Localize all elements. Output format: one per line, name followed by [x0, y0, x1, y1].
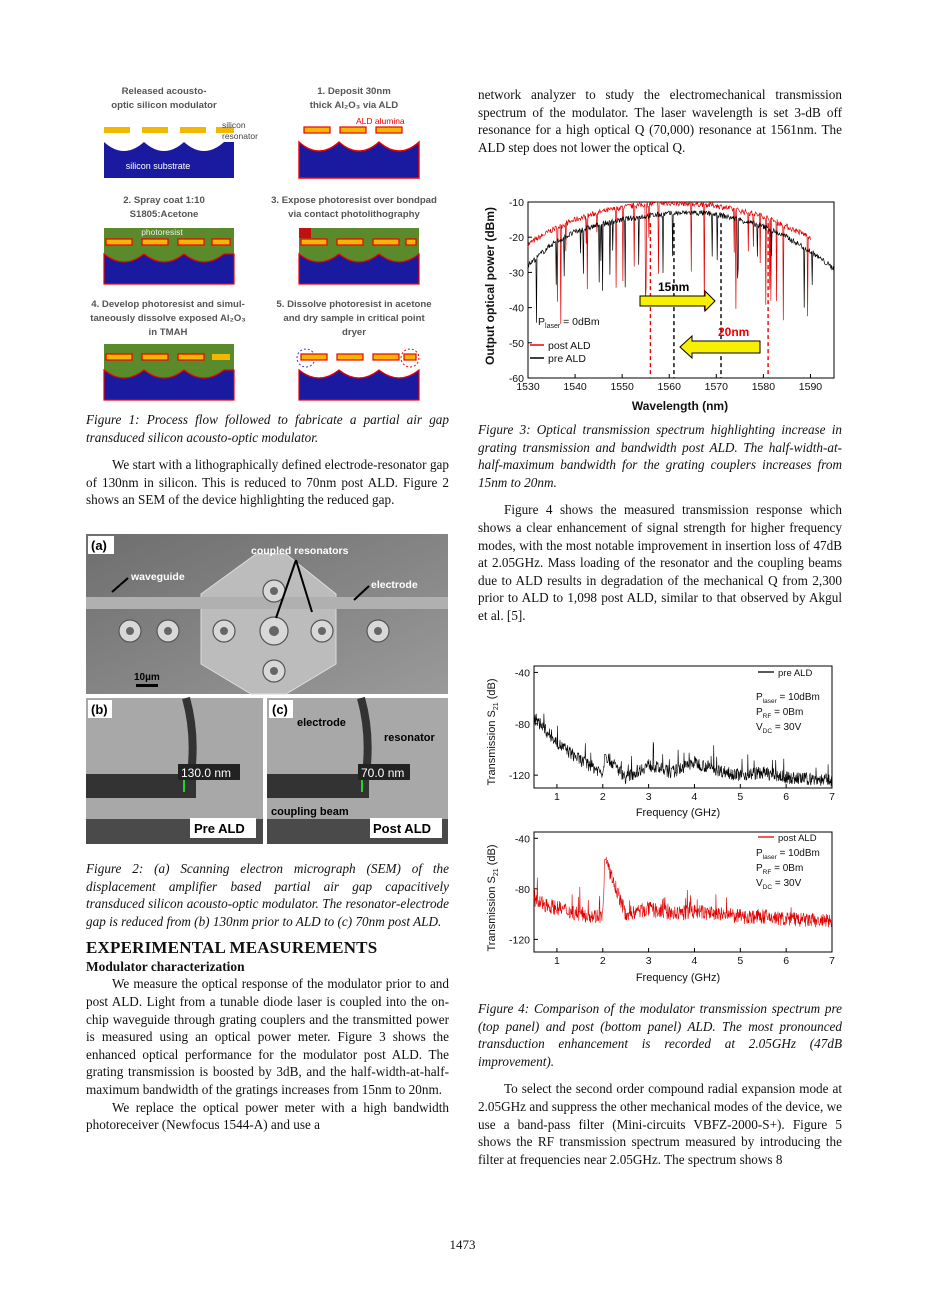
fig4b-xtick-label: 3 — [645, 955, 652, 967]
fig1-panel1-title: Released acousto- — [121, 86, 207, 97]
fig3-ytick-label: -30 — [508, 267, 524, 280]
svg-text:electrode: electrode — [371, 579, 418, 591]
fig3-legend-pre: pre ALD — [548, 353, 586, 365]
fig4b-xtick-label: 4 — [691, 955, 698, 967]
figure-3-caption: Figure 3: Optical transmission spectrum highlighting increase in grating transmission and bandwidth post ALD. The half-width-at-half-maximum bandwidth for the grating couplers increases from 15nm to 20nm. — [478, 422, 842, 490]
fig3-xtick-label: 1540 — [563, 381, 587, 393]
right-paragraph-2: Figure 4 shows the measured transmission response which shows a clear enhancement of signal strength for higher frequency modes, with the most notable improvement in insertion loss of 47dB at 2.05GHz. Mass loading of the resonator and the coupling beams due to ALD results in degradation of the mechanical Q from 2,300 prior to ALD to 1,098 post ALD, similar to that observed by Akgul et al. [5]. — [478, 502, 842, 623]
right-paragraph-3: To select the second order compound radial expansion mode at 2.05GHz and suppress the other mechanical modes of the device, we use a band-pass filter (Mini-circuits VBFZ-2000-S+). Figure 5 shows the RF transmission spectrum measured by introducing the filter at frequencies near 2.05GHz. The spectrum shows 8 — [478, 1081, 842, 1167]
fig1-panel6-title: 5. Dissolve photoresist in acetone — [276, 299, 432, 310]
svg-text:optic silicon modulator: optic silicon modulator — [111, 100, 217, 111]
fig1-panel2 — [299, 116, 419, 178]
fig4a-xlabel: Frequency (GHz) — [635, 807, 721, 819]
svg-text:10µm: 10µm — [134, 672, 160, 683]
fig4a-legend: pre ALD — [778, 668, 813, 679]
svg-text:Plaser = 10dBm: $P_{laser} = 10dBm$ — [756, 848, 820, 861]
fig1-panel5-title: 4. Develop photoresist and simul- — [91, 299, 245, 310]
subsection-heading: Modulator characterization — [86, 959, 245, 975]
svg-text:and dry sample in critical poi: and dry sample in critical point — [283, 313, 425, 324]
fig3-xtick-label: 1560 — [657, 381, 681, 393]
svg-text:dryer: dryer — [342, 327, 366, 338]
svg-text:waveguide: waveguide — [131, 571, 185, 583]
svg-text:in TMAH: in TMAH — [148, 327, 188, 338]
svg-text:silicon substrate: silicon substrate — [125, 161, 191, 171]
fig4b-ytick-label: -80 — [514, 883, 530, 896]
left-paragraph-1: We start with a lithographically defined electrode-resonator gap of 130nm in silicon. This is reduced to 70nm post ALD. Figure 2 shows an SEM of the device highlighting the reduced gap. — [86, 457, 449, 508]
svg-text:coupled resonators: coupled resonators — [251, 545, 349, 557]
fig3-xtick-label: 1580 — [751, 381, 776, 393]
fig3-xtick-label: 1550 — [610, 381, 634, 393]
figure-3-chart — [478, 190, 842, 415]
fig4a-xtick-label: 7 — [829, 791, 835, 803]
svg-text:(b): (b) — [91, 702, 108, 717]
fig4b-ytick-label: -40 — [514, 833, 530, 846]
fig3-laser-label: $P_{laser} = 0dBm$ — [538, 316, 600, 330]
svg-text:(c): (c) — [272, 702, 288, 717]
fig3-ytick-label: -60 — [508, 373, 524, 385]
fig4b-ylabel: Transmission $S_{21}$ (dB) — [486, 844, 500, 952]
fig4b-xlabel: Frequency (GHz) — [635, 972, 721, 984]
fig3-bw-post: 20nm — [718, 325, 750, 339]
fig4a-ytick-label: -120 — [508, 770, 530, 783]
figure-1-caption: Figure 1: Process flow followed to fabricate a partial air gap transduced silicon acousto-optic modulator. — [86, 412, 449, 445]
fig4a-ytick-label: -80 — [514, 718, 530, 731]
svg-text:Pre ALD: Pre ALD — [194, 821, 245, 836]
fig4a-xtick-label: 5 — [737, 791, 744, 803]
fig1-panel1 — [104, 120, 258, 178]
fig3-legend-post: post ALD — [548, 340, 591, 352]
fig4b-xtick-label: 7 — [829, 955, 835, 967]
fig4a-xtick-label: 3 — [645, 791, 652, 803]
fig3-xlabel: Wavelength (nm) — [631, 399, 729, 413]
section-heading: EXPERIMENTAL MEASUREMENTS — [86, 938, 378, 958]
svg-text:thick Al₂O₃ via ALD: thick Al₂O₃ via ALD — [309, 100, 399, 111]
figure-2-caption: Figure 2: (a) Scanning electron micrograph (SEM) of the displacement amplifier based partial air gap capacitively transduced silicon acousto-optic modulator. The resonator-electrode gap is reduced from (b) 130nm prior to ALD to (c) 70nm post ALD. — [86, 861, 449, 929]
svg-text:coupling beam: coupling beam — [271, 806, 349, 818]
fig3-arrow-post — [680, 336, 760, 358]
fig1-panel3 — [104, 227, 234, 284]
fig3-ytick-label: -50 — [508, 337, 524, 350]
fig3-xtick-label: 1570 — [704, 381, 728, 393]
svg-text:S1805:Acetone: S1805:Acetone — [129, 209, 199, 220]
svg-text:photoresist: photoresist — [141, 227, 183, 237]
fig4a-ytick-label: -40 — [514, 667, 530, 680]
svg-text:ALD alumina: ALD alumina — [356, 116, 405, 126]
left-paragraph-3: We replace the optical power meter with a high bandwidth photoreceiver (Newfocus 1544-A) and use a — [86, 1099, 449, 1133]
fig1-panel5 — [104, 344, 234, 400]
svg-text:electrode: electrode — [297, 717, 346, 729]
page-number: 1473 — [449, 1237, 476, 1252]
fig4a-xtick-label: 4 — [691, 791, 698, 803]
svg-text:Plaser = 10dBm: $P_{laser} = 10dBm$ — [756, 692, 820, 705]
fig1-panel6 — [297, 344, 419, 400]
fig4b-xtick-label: 1 — [554, 955, 560, 967]
fig3-xtick-label: 1590 — [798, 381, 823, 393]
fig3-xtick-label: 1530 — [516, 381, 540, 393]
fig4b-ytick-label: -120 — [508, 934, 530, 947]
fig4a-ylabel: Transmission $S_{21}$ (dB) — [486, 678, 500, 786]
svg-text:PRF = 0Bm: $P_{RF} = 0Bm$ — [756, 707, 804, 720]
svg-text:silicon: silicon — [222, 120, 246, 130]
fig3-ytick-label: -10 — [508, 197, 524, 209]
svg-text:70.0 nm: 70.0 nm — [361, 766, 405, 780]
fig4b-xtick-label: 6 — [783, 955, 790, 967]
svg-text:VDC = 30V: $V_{DC} = 30V$ — [756, 722, 802, 735]
fig4b-legend: post ALD — [778, 833, 817, 844]
svg-text:resonator: resonator — [384, 732, 435, 744]
svg-text:PRF = 0Bm: $P_{RF} = 0Bm$ — [756, 863, 804, 876]
fig4a-xtick-label: 1 — [554, 791, 560, 803]
svg-text:Post ALD: Post ALD — [373, 821, 432, 836]
fig4b-xtick-label: 2 — [599, 955, 606, 967]
fig4a-xtick-label: 6 — [783, 791, 790, 803]
fig3-bw-pre: 15nm — [658, 280, 690, 294]
figure-4-charts — [478, 660, 842, 990]
svg-text:via contact photolithography: via contact photolithography — [288, 209, 420, 220]
svg-text:VDC = 30V: $V_{DC} = 30V$ — [756, 878, 802, 891]
fig4b-xtick-label: 5 — [737, 955, 744, 967]
left-paragraph-2: We measure the optical response of the modulator prior to and post ALD. Light from a tunable diode laser is coupled into the on-chip waveguide through grating couplers and the transmitted power is measured using an optical power meter. Figure 3 shows the enhanced optical performance for the modulator post ALD. The grating transmission is boosted by 3dB, and the half-width-at-half-maximum bandwidth of the gratings increases from 15nm to 20nm. — [86, 976, 449, 1097]
fig3-ytick-label: -40 — [508, 302, 524, 315]
figure-1-process-flow — [84, 82, 450, 404]
right-paragraph-1: network analyzer to study the electromechanical transmission spectrum of the modulator. The laser wavelength is set 3-dB off resonance for a high optical Q (70,000) resonance at 1561nm. The ALD step does not lower the optical Q. — [478, 87, 842, 155]
fig4a-xtick-label: 2 — [599, 791, 606, 803]
fig1-panel3-title: 2. Spray coat 1:10 — [123, 195, 205, 206]
figure-4-caption: Figure 4: Comparison of the modulator transmission spectrum pre (top panel) and post (bottom panel) ALD. The most pronounced transduction enhancement is recorded at 2.05GHz (47dB improvement). — [478, 1001, 842, 1069]
svg-text:taneously dissolve exposed Al₂: taneously dissolve exposed Al₂O₃ — [90, 313, 246, 324]
fig1-panel4-title: 3. Expose photoresist over bondpad — [271, 195, 437, 206]
fig1-panel2-title: 1. Deposit 30nm — [317, 86, 391, 97]
svg-text:resonator: resonator — [222, 131, 258, 141]
fig3-ytick-label: -20 — [508, 232, 524, 245]
fig3-ylabel: Output optical power (dBm) — [483, 207, 497, 365]
svg-text:(a): (a) — [91, 538, 107, 553]
svg-text:130.0 nm: 130.0 nm — [181, 766, 232, 780]
fig3-arrow-pre — [640, 291, 715, 311]
fig1-panel4 — [299, 228, 419, 284]
figure-2-sem — [86, 534, 448, 844]
